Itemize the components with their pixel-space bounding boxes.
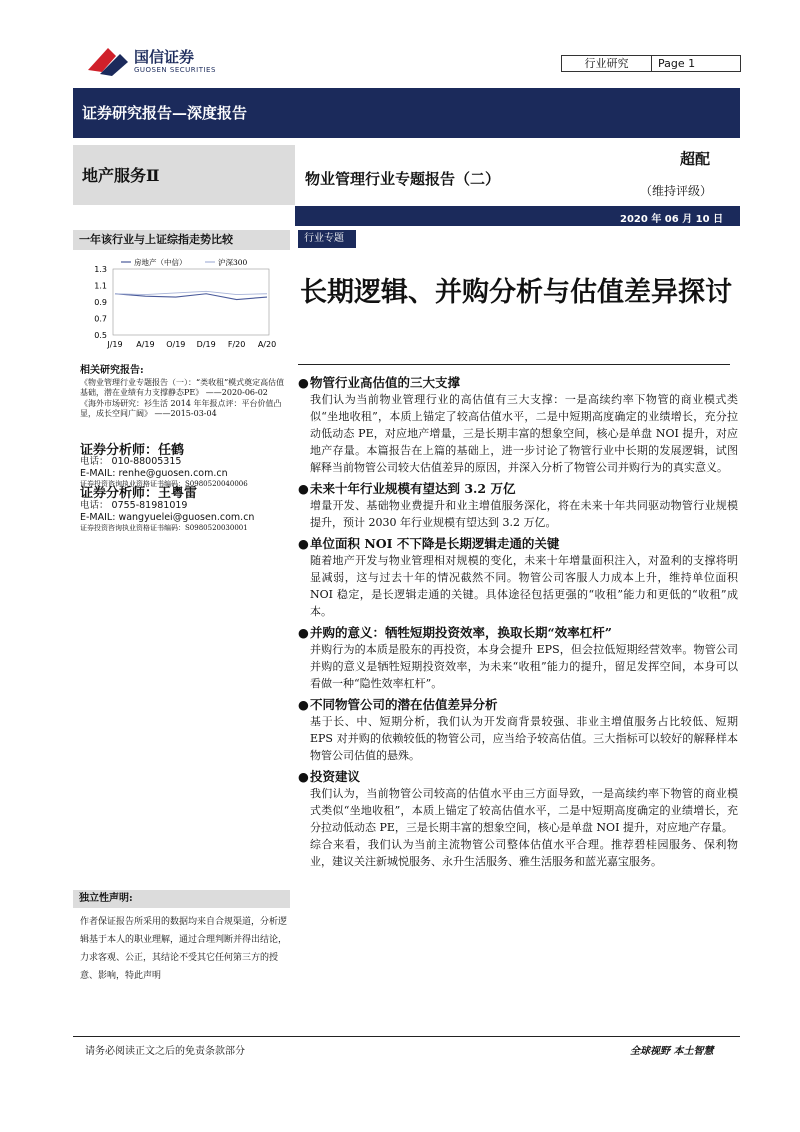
section-paragraph: 综合来看，我们认为当前主流物管公司整体估值水平合理。推荐碧桂园服务、保利物业，建议关注新城悦服务、永升生活服务、雅生活服务和蓝光嘉宝服务。 — [310, 838, 738, 868]
page-tag — [561, 55, 741, 72]
chart-x-tick-label: J/19 — [107, 340, 123, 349]
section-heading-text: 未来十年行业规模有望达到 3.2 万亿 — [310, 481, 516, 496]
bullet-icon: ● — [298, 769, 309, 784]
report-type: 证券研究报告—深度报告 — [82, 104, 248, 122]
footer-divider — [73, 1036, 740, 1037]
section — [298, 480, 738, 531]
analyst-cert: 证券投资咨询执业资格证书编码：S0980520030001 — [80, 523, 248, 532]
trend-chart — [73, 255, 290, 355]
related-heading: 相关研究报告: — [80, 365, 144, 376]
chart-y-tick-label: 1.3 — [94, 265, 107, 274]
main-content — [298, 374, 738, 874]
bullet-icon: ● — [298, 625, 309, 640]
title-divider — [298, 364, 730, 365]
section-paragraph: 我们认为，当前物管公司较高的估值水平由三方面导致，一是高续约率下物管的商业模式类似“坐地收租”，本质上锚定了较高估值水平，二是中短期高度确定的业绩增长，充分拉动低动态 PE，三是长期丰富的想象空间，核心是单盘 NOI 提升，对应地产存量。 — [310, 787, 738, 834]
chart-heading: 一年该行业与上证综指走势比较 — [73, 230, 290, 250]
section-heading-text: 不同物管公司的潜在估值差异分析 — [310, 697, 498, 712]
category-label: 行业研究 — [562, 56, 652, 71]
industry-name: 地产服务Ⅱ — [82, 166, 160, 185]
bullet-icon: ● — [298, 481, 309, 496]
chart-x-tick-label: A/20 — [257, 340, 277, 349]
section-heading — [298, 696, 738, 713]
report-title: 物业管理行业专题报告（二） — [305, 170, 501, 188]
section-heading-text: 并购的意义：牺牲短期投资效率，换取长期“效率杠杆” — [310, 625, 612, 640]
section-heading-text: 投资建议 — [310, 769, 361, 784]
related-item: 《海外市场研究：衫生活 2014 年年报点评：平台价值凸显，成长空间广阔》 ——2015-03-04 — [80, 398, 282, 418]
analyst-name: 证券分析师：王粤雷 — [80, 486, 198, 501]
section-paragraph: 随着地产开发与物业管理相对规模的变化，未来十年增量面积注入，对盈利的支撑将明显减弱，这与过去十年的情况截然不同。物管公司客服人力成本上升，维持单位面积 NOI 稳定，是长逻辑走通的关键。具体途径包括更强的“收租”能力和更低的“收租”成本。 — [310, 554, 738, 618]
chart-x-tick-label: A/19 — [136, 340, 155, 349]
section — [298, 768, 738, 870]
chart-y-tick-label: 0.5 — [94, 331, 107, 340]
section-heading — [298, 768, 738, 785]
section-heading-text: 单位面积 NOI 不下降是长期逻辑走通的关键 — [310, 536, 560, 551]
chart-legend-label: 房地产（中信） — [134, 258, 187, 267]
company-name-en: GUOSEN SECURITIES — [134, 66, 216, 74]
chart-plot-area — [113, 269, 269, 335]
footer-slogan: 全球视野 本土智慧 — [630, 1046, 714, 1057]
bullet-icon: ● — [298, 697, 309, 712]
section-heading — [298, 535, 738, 552]
analyst-email: E-MAIL: renhe@guosen.com.cn — [80, 468, 228, 479]
section-paragraph: 我们认为当前物业管理行业的高估值有三大支撑：一是高续约率下物管的商业模式类似“坐地收租”，本质上锚定了较高估值水平，二是中短期高度确定的业绩增长，充分拉动低动态 PE，对应地产增量，三是长期丰富的想象空间，核心是单盘 NOI 提升，对应地产存量。本篇报告在上篇的基础上，进一步讨论了物管行业中长期的发展逻辑，试图解释当前物管公司较大估值差异的原因，并深入分析了物管公司并购行为的真实意义。 — [310, 393, 738, 474]
independence-text: 作者保证报告所采用的数据均来自合规渠道，分析逻辑基于本人的职业理解，通过合理判断并得出结论，力求客观、公正，其结论不受其它任何第三方的授意、影响，特此声明 — [80, 917, 288, 981]
related-item: 《物业管理行业专题报告（一）：“类收租”模式奠定高估值基础，潜在业绩有力支撑静态PE》 ——2020-06-02 — [80, 377, 285, 397]
chart-y-tick-label: 0.7 — [94, 314, 107, 324]
chart-y-tick-label: 0.9 — [94, 298, 107, 307]
chart-y-tick-label: 1.1 — [94, 281, 107, 291]
chart-x-tick-label: F/20 — [227, 340, 246, 349]
related-reports — [80, 366, 285, 533]
bullet-icon: ● — [298, 536, 309, 551]
section-paragraph: 并购行为的本质是股东的再投资，本身会提升 EPS，但会拉低短期经营效率。物管公司并购的意义是牺牲短期投资效率，为未来“收租”能力的提升，留足发挥空间，本身可以看做一种“隐性效率杠杆”。 — [310, 643, 738, 690]
chart-x-tick-label: D/19 — [196, 340, 216, 349]
page-label: Page 1 — [658, 57, 696, 70]
report-date: 2020 年 06 月 10 日 — [620, 214, 724, 225]
section — [298, 696, 738, 764]
section-heading — [298, 624, 738, 641]
analyst-name: 证券分析师：任鹤 — [80, 442, 185, 458]
section-paragraph: 增量开发、基础物业费提升和业主增值服务深化，将在未来十年共同驱动物管行业规模提升，预计 2030 年行业规模有望达到 3.2 万亿。 — [310, 499, 738, 529]
rating-note: （维持评级） — [640, 184, 713, 198]
section-paragraph: 基于长、中、短期分析，我们认为开发商背景较强、非业主增值服务占比较低、短期 EPS 对并购的依赖较低的物管公司，应当给予较高估值。三大指标可以较好的解释样本物管公司估值的悬殊。 — [310, 715, 738, 762]
bullet-icon: ● — [298, 375, 309, 390]
section — [298, 535, 738, 620]
analyst-phone: 电话： 010-88005315 — [80, 456, 182, 467]
section — [298, 374, 738, 476]
section-heading — [298, 374, 738, 391]
company-name: 国信证券 — [134, 48, 195, 66]
chart-series-line — [115, 291, 267, 294]
topic-tag: 行业专题 — [298, 230, 356, 248]
analyst-email: E-MAIL: wangyuelei@guosen.com.cn — [80, 511, 255, 523]
section-heading — [298, 480, 738, 497]
chart-legend-label: 沪深300 — [218, 258, 248, 267]
analyst-cert: 证券投资咨询执业资格证书编码：S0980520040006 — [80, 480, 248, 488]
footer-disclaimer: 请务必阅读正文之后的免责条款部分 — [85, 1046, 245, 1057]
independence-heading: 独立性声明: — [73, 890, 290, 908]
rating: 超配 — [680, 150, 711, 168]
analyst-phone: 电话： 0755-81981019 — [80, 499, 188, 511]
section-heading-text: 物管行业高估值的三大支撑 — [310, 375, 461, 390]
chart-x-tick-label: O/19 — [166, 340, 186, 349]
main-title: 长期逻辑、并购分析与估值差异探讨 — [300, 277, 732, 308]
section — [298, 624, 738, 692]
